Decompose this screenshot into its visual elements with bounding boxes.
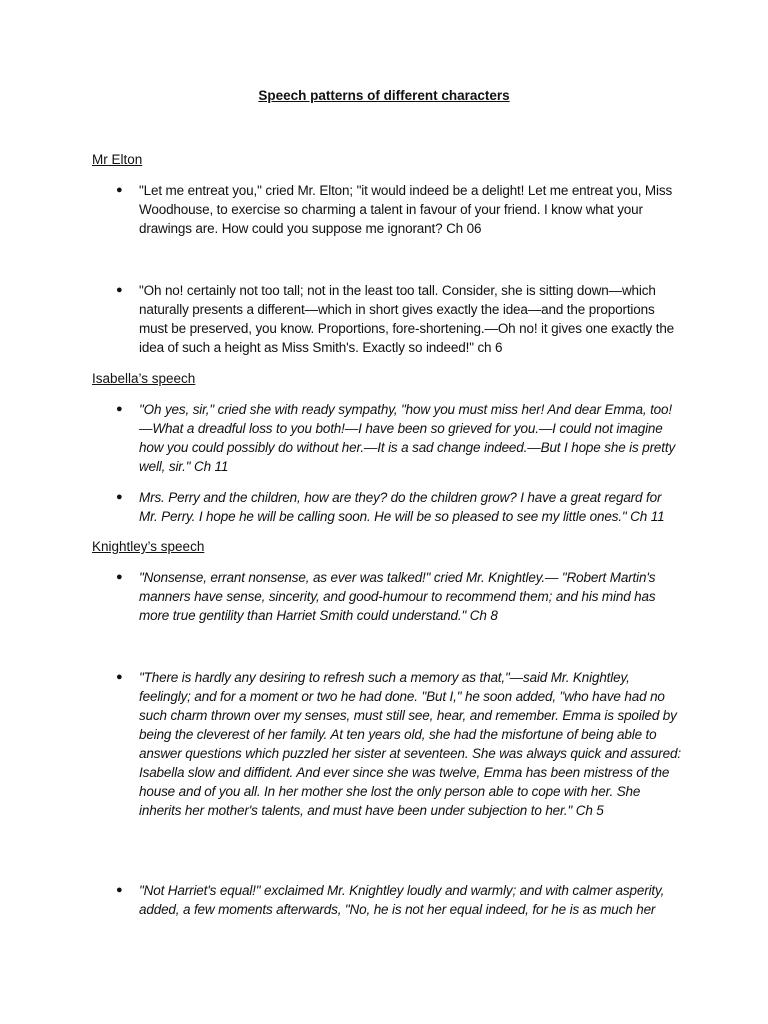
quote-isabella-2: Mrs. Perry and the children, how are they? do the children grow? I have a great regard for Mr. Perry. I hope he will be calling soon. He will be so pleased to see my little ones." Ch 11 bbox=[139, 490, 665, 524]
quote-knightley-1: "Nonsense, errant nonsense, as ever was talked!" cried Mr. Knightley.— "Robert Martin's manners have sense, sincerity, and good-humour to recommend them; and his mind has more true gentility than Harriet Smith could understand." Ch 8 bbox=[139, 570, 656, 623]
page-title: Speech patterns of different characters bbox=[258, 88, 510, 103]
section-heading-knightley: Knightley’s speech bbox=[92, 539, 205, 554]
quote-isabella-1: "Oh yes, sir," cried she with ready sympathy, "how you must miss her! And dear Emma, too! —What a dreadful loss to you both!—I have been so grieved for you.—I could not imagine how you could possibly do without her.—It is a sad change indeed.—But I hope she is pretty well, sir." Ch 11 bbox=[139, 402, 676, 474]
quote-knightley-3: "Not Harriet's equal!" exclaimed Mr. Knightley loudly and warmly; and with calmer asperity, added, a few moments afterwards, "No, he is not her equal indeed, for he is as much her bbox=[139, 883, 665, 917]
bullet-icon: ● bbox=[116, 884, 123, 896]
bullet-icon: ● bbox=[116, 671, 123, 683]
bullet-icon: ● bbox=[116, 284, 123, 296]
section-heading-isabella: Isabella’s speech bbox=[92, 371, 196, 386]
section-heading-mr-elton: Mr Elton bbox=[92, 152, 143, 167]
quote-elton-1: "Let me entreat you," cried Mr. Elton; "it would indeed be a delight! Let me entreat you, Miss Woodhouse, to exercise so charming a talent in favour of your friend. I know what your drawings are. How could you suppose me ignorant? Ch 06 bbox=[139, 183, 673, 236]
bullet-icon: ● bbox=[116, 571, 123, 583]
quote-elton-2: "Oh no! certainly not too tall; not in the least too tall. Consider, she is sitting down—which naturally presents a different—which in short gives exactly the idea—and the proportions must be preserved, you know. Proportions, fore-shortening.—Oh no! it gives one exactly the idea of such a height as Miss Smith's. Exactly so indeed!" ch 6 bbox=[139, 283, 675, 355]
quote-knightley-2: "There is hardly any desiring to refresh such a memory as that,"—said Mr. Knightley, feelingly; and for a moment or two he had done. "But I," he soon added, "who have had no such charm thrown over my senses, must still see, hear, and remember. Emma is spoiled by being the cleverest of her family. At ten years old, she had the misfortune of being able to answer questions which puzzled her sister at seventeen. She was always quick and assured: Isabella slow and diffident. And ever since she was twelve, Emma has been mistress of the house and of you all. In her mother she lost the only person able to cope with her. She inherits her mother's talents, and must have been under subjection to her." Ch 5 bbox=[139, 670, 681, 818]
bullet-icon: ● bbox=[116, 184, 123, 196]
bullet-icon: ● bbox=[116, 403, 123, 415]
bullet-icon: ● bbox=[116, 491, 123, 503]
